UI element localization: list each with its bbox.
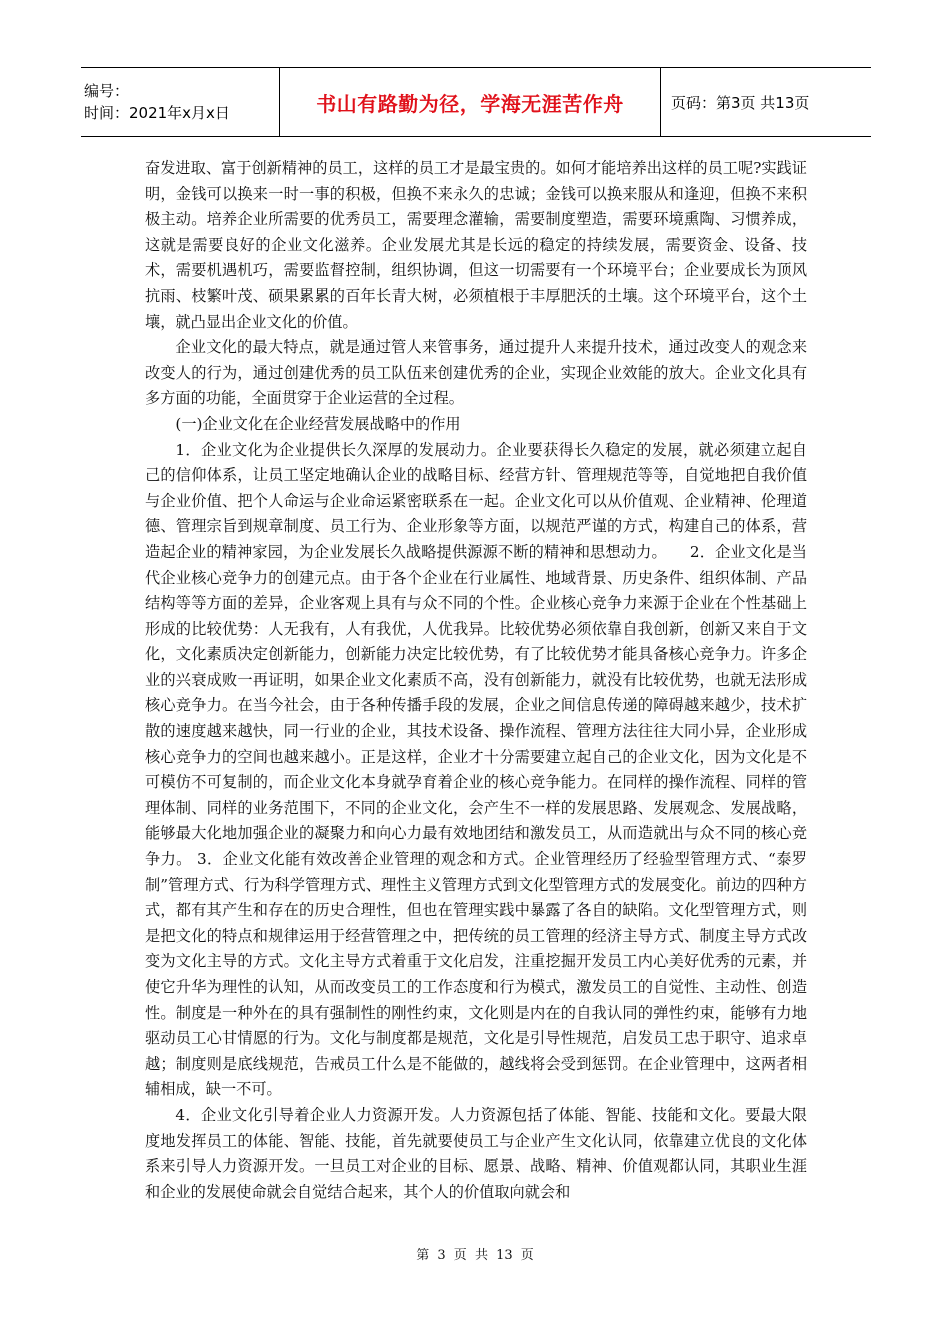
document-body [145,156,807,1205]
page-header [81,67,871,137]
page-footer [0,1244,950,1263]
paragraph-2: 企业文化的最大特点，就是通过管人来管事务，通过提升人来提升技术，通过改变人的观念来改变人的行为，通过创建优秀的员工队伍来创建优秀的企业，实现企业效能的放大。企业文化具有多方面的功能，全面贯穿于企业运营的全过程。 [145,338,807,408]
footer-total-word: 共 [474,1248,488,1263]
document-number-label: 编号： [84,82,130,100]
document-date-label: 时间：2021年x月x日 [84,104,230,122]
section-heading: (一)企业文化在企业经营发展战略中的作用 [175,414,461,433]
paragraph-3: 1．企业文化为企业提供长久深厚的发展动力。企业要获得长久稳定的发展，就必须建立起自己的信仰体系，让员工坚定地确认企业的战略目标、经营方针、管理规范等等，自觉地把自我价值与企业价值、把个人命运与企业命运紧密联系在一起。企业文化可以从价值观、企业精神、伦理道德、管理宗旨到规章制度、员工行为、企业形象等方面，以规范严谨的方式，构建自己的体系，营造起企业的精神家园，为企业发展长久战略提供源源不断的精神和思想动力。 2．企业文化是当代企业核心竞争力的创建元点。由于各个企业在行业属性、地域背景、历史条件、组织体制、产品结构等等方面的差异，企业客观上具有与众不同的个性。企业核心竞争力来源于企业在个性基础上形成的比较优势：人无我有，人有我优，人优我异。比较优势必须依靠自我创新，创新又来自于文化，文化素质决定创新能力，创新能力决定比较优势，有了比较优势才能具备核心竞争力。许多企业的兴衰成败一再证明，如果企业文化素质不高，没有创新能力，就没有比较优势，也就无法形成核心竞争力。在当今社会，由于各种传播手段的发展，企业之间信息传递的障碍越来越少，技术扩散的速度越来越快，同一行业的企业，其技术设备、操作流程、管理方法往往大同小异，企业形成核心竞争力的空间也越来越小。正是这样，企业才十分需要建立起自己的企业文化，因为文化是不可模仿不可复制的，而企业文化本身就孕育着企业的核心竞争能力。在同样的操作流程、同样的管理体制、同样的业务范围下，不同的企业文化，会产生不一样的发展思路、发展观念、发展战略，能够最大化地加强企业的凝聚力和向心力最有效地团结和激发员工，从而造就出与众不同的核心竞争力。 3．企业文化能有效改善企业管理的观念和方式。企业管理经历了经验型管理方式、“泰罗制”管理方式、行为科学管理方式、理性主义管理方式到文化型管理方式的发展变化。前边的四种方式，都有其产生和存在的历史合理性，但也在管理实践中暴露了各自的缺陷。文化型管理方式，则是把文化的特点和规律运用于经营管理之中，把传统的员工管理的经济主导方式、制度主导方式改变为文化主导的方式。文化主导方式着重于文化启发，注重挖掘开发员工内心美好优秀的元素，并使它升华为理性的认知，从而改变员工的工作态度和行为模式，激发员工的自觉性、主动性、创造性。制度是一种外在的具有强制性的刚性约束，文化则是内在的自我认同的弹性约束，能够有力地驱动员工心甘情愿的行为。文化与制度都是规范，文化是引导性规范，启发员工忠于职守、追求卓越；制度则是底线规范，告戒员工什么是不能做的，越线将会受到惩罚。在企业管理中，这两者相辅相成，缺一不可。 [145,440,807,1099]
footer-page-unit: 页 [453,1248,467,1263]
footer-page-word: 第 [416,1248,430,1263]
header-page-label: 页码：第3页 共13页 [671,93,810,112]
footer-total-unit: 页 [520,1248,534,1263]
header-meta [81,68,280,136]
header-motto: 书山有路勤为径，学海无涯苦作舟 [280,68,661,136]
paragraph-4: 4．企业文化引导着企业人力资源开发。人力资源包括了体能、智能、技能和文化。要最大限度地发挥员工的体能、智能、技能，首先就要使员工与企业产生文化认同，依靠建立优良的文化体系来引导人力资源开发。一旦员工对企业的目标、愿景、战略、精神、价值观都认同，其职业生涯和企业的发展使命就会自觉结合起来，其个人的价值取向就会和 [145,1105,807,1201]
paragraph-1: 奋发进取、富于创新精神的员工，这样的员工才是最宝贵的。如何才能培养出这样的员工呢?实践证明，金钱可以换来一时一事的积极，但换不来永久的忠诚；金钱可以换来服从和逢迎，但换不来积极主动。培养企业所需要的优秀员工，需要理念灌输，需要制度塑造，需要环境熏陶、习惯养成，这就是需要良好的企业文化滋养。企业发展尤其是长远的稳定的持续发展，需要资金、设备、技术，需要机遇机巧，需要监督控制，组织协调，但这一切需要有一个环境平台；企业要成长为顶风抗雨、枝繁叶茂、硕果累累的百年长青大树，必须植根于丰厚肥沃的土壤。这个环境平台，这个土壤，就凸显出企业文化的价值。 [145,159,807,331]
footer-page-number: 3 [437,1248,446,1263]
footer-total-number: 13 [496,1248,513,1263]
